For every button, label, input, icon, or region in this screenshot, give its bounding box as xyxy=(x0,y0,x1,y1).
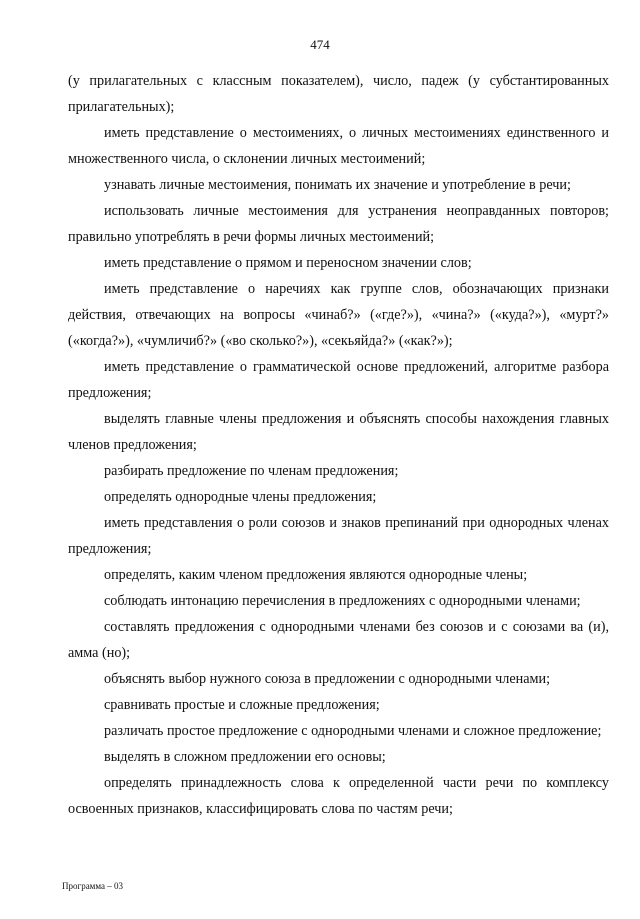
paragraph: определять, каким членом предложения являются однородные члены; xyxy=(104,567,528,583)
paragraph: определять однородные члены предложения; xyxy=(104,489,377,505)
paragraph: определять принадлежность слова к определенной части речи по комплексу освоенных признаков, классифицировать слова по частям речи; xyxy=(68,775,609,817)
paragraph: объяснять выбор нужного союза в предложении с однородными членами; xyxy=(104,671,551,687)
body-text xyxy=(68,68,609,822)
paragraph: разбирать предложение по членам предложения; xyxy=(104,463,399,479)
paragraph: составлять предложения с однородными членами без союзов и с союзами ва (и), амма (но); xyxy=(68,619,609,661)
paragraph: иметь представление о наречиях как группе слов, обозначающих признаки действия, отвечающих на вопросы «чинаб?» («где?»), «чина?» («куда?»), «мурт?» («когда?»), «чумличиб?» («во сколько?»), «секьяйда?» («как?»); xyxy=(68,281,609,349)
paragraph: выделять главные члены предложения и объяснять способы нахождения главных членов предложения; xyxy=(68,411,609,453)
paragraph: иметь представление о прямом и переносном значении слов; xyxy=(104,255,472,271)
paragraph: (у прилагательных с классным показателем), число, падеж (у субстантированных прилагательных); xyxy=(68,73,609,115)
paragraph: узнавать личные местоимения, понимать их значение и употребление в речи; xyxy=(104,177,571,193)
paragraph: сравнивать простые и сложные предложения; xyxy=(104,697,380,713)
paragraph: соблюдать интонацию перечисления в предложениях с однородными членами; xyxy=(104,593,581,609)
paragraph: иметь представление о грамматической основе предложений, алгоритме разбора предложения; xyxy=(68,359,609,401)
page-footer: Программа – 03 xyxy=(62,881,124,891)
paragraph: использовать личные местоимения для устранения неоправданных повторов; правильно употреблять в речи формы личных местоимений; xyxy=(68,203,609,245)
page-number: 474 xyxy=(310,37,330,52)
paragraph: различать простое предложение с однородными членами и сложное предложение; xyxy=(104,723,602,739)
paragraph: выделять в сложном предложении его основы; xyxy=(104,749,386,765)
paragraph: иметь представления о роли союзов и знаков препинаний при однородных членах предложения; xyxy=(68,515,609,557)
paragraph: иметь представление о местоимениях, о личных местоимениях единственного и множественного числа, о склонении личных местоимений; xyxy=(68,125,609,167)
